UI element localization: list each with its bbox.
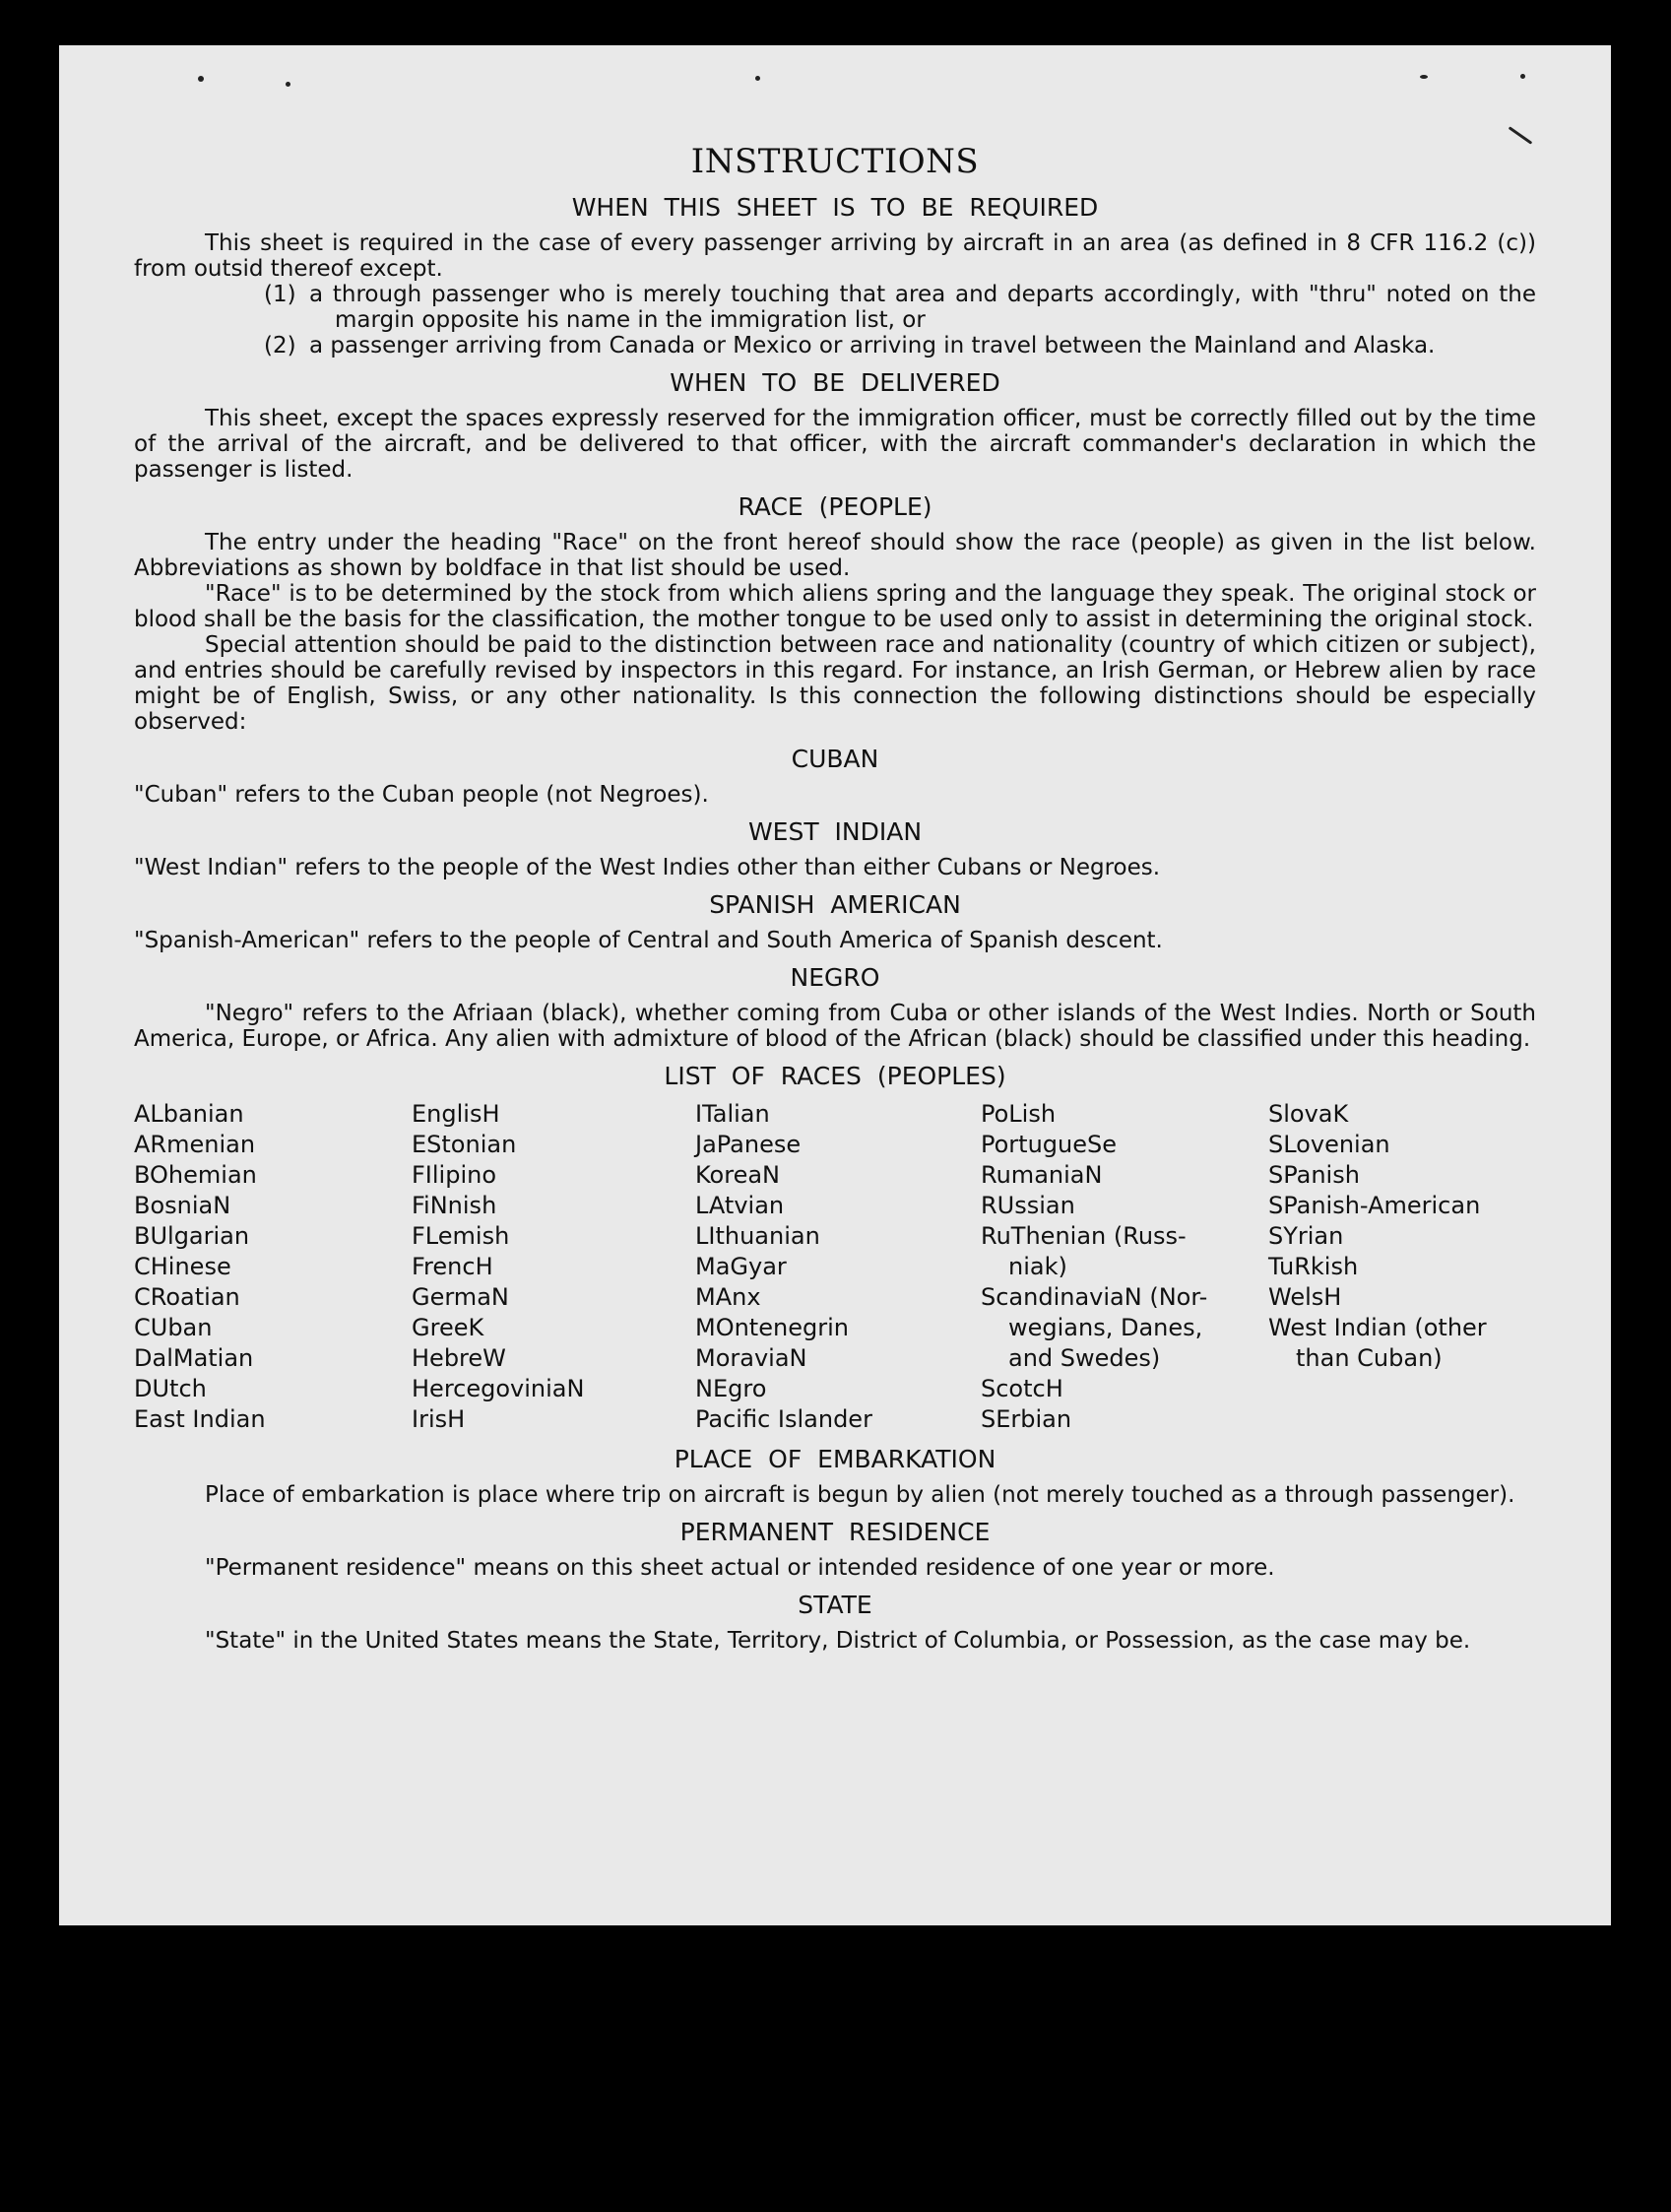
west-indian-text: "West Indian" refers to the people of the West Indies other than either Cubans or Negroes. <box>134 855 1161 880</box>
race-item: MAnx <box>695 1283 761 1311</box>
race-item: NEgro <box>695 1375 767 1402</box>
race-item: SErbian <box>981 1405 1072 1433</box>
heading-when-delivered: WHEN TO BE DELIVERED <box>670 368 1000 397</box>
heading-list-of-races: LIST OF RACES (PEOPLES) <box>664 1062 1006 1090</box>
heading-when-required: WHEN THIS SHEET IS TO BE REQUIRED <box>571 193 1099 222</box>
race-item: BosniaN <box>134 1192 231 1219</box>
race-item: FrencH <box>412 1253 493 1280</box>
race-item: DalMatian <box>134 1344 254 1372</box>
race-item: LAtvian <box>695 1192 785 1219</box>
race-item: GermaN <box>412 1283 509 1311</box>
race-item: SLovenian <box>1268 1131 1390 1158</box>
negro-text: "Negro" refers to the Afriaan (black), whether coming from Cuba or other islands of the West Indies. North or South America, Europe, or Africa. Any alien with admixture of blood of the African (black) should be classified under this heading. <box>134 1001 1536 1052</box>
exception-text: a passenger arriving from Canada or Mexico or arriving in travel between the Mainland and Alaska. <box>309 333 1436 358</box>
place-of-embarkation-text: Place of embarkation is place where trip on aircraft is begun by alien (not merely touched as a through passenger). <box>205 1482 1515 1508</box>
race-item: ARmenian <box>134 1131 256 1158</box>
race-item: ITalian <box>695 1100 770 1128</box>
race-paragraph: The entry under the heading "Race" on the front hereof should show the race (people) as given in the list below. Abbreviations as shown by boldface in that list should be used. <box>134 530 1536 581</box>
race-item: FLemish <box>412 1222 510 1250</box>
race-item: WelsH <box>1268 1283 1342 1311</box>
race-item: RuThenian (Russ- <box>981 1222 1187 1250</box>
race-item: CRoatian <box>134 1283 240 1311</box>
race-item: Pacific Islander <box>695 1405 872 1433</box>
race-item: TuRkish <box>1268 1253 1359 1280</box>
races-column <box>412 1099 695 1435</box>
races-column <box>134 1099 412 1435</box>
race-item: RUssian <box>981 1192 1075 1219</box>
when-delivered-text: This sheet, except the spaces expressly reserved for the immigration officer, must be correctly filled out by the time of the arrival of the aircraft, and be delivered to that officer, with the aircraft commander's declaration in which the passenger is listed. <box>134 406 1536 483</box>
state-text: "State" in the United States means the State, Territory, District of Columbia, or Possession, as the case may be. <box>205 1628 1471 1654</box>
race-item: wegians, Danes, <box>1008 1314 1203 1341</box>
exception-number: (1) <box>264 282 296 307</box>
scan-speck <box>286 82 290 87</box>
race-paragraph: "Race" is to be determined by the stock from which aliens spring and the language they speak. The original stock or blood shall be the basis for the classification, the mother tongue to be used only to assist in determining the original stock. <box>134 581 1536 632</box>
race-item: FIlipino <box>412 1161 497 1189</box>
heading-spanish-american: SPANISH AMERICAN <box>709 890 961 919</box>
race-item: SPanish <box>1268 1161 1360 1189</box>
races-column <box>981 1099 1268 1435</box>
race-item: CHinese <box>134 1253 231 1280</box>
race-item: JaPanese <box>695 1131 802 1158</box>
race-item: PortugueSe <box>981 1131 1117 1158</box>
races-column <box>1268 1099 1536 1435</box>
exception-number: (2) <box>264 333 296 358</box>
race-item: SlovaK <box>1268 1100 1349 1128</box>
race-item: DUtch <box>134 1375 207 1402</box>
scan-speck <box>755 76 760 81</box>
race-item: HercegoviniaN <box>412 1375 585 1402</box>
race-item: ScotcH <box>981 1375 1063 1402</box>
heading-permanent-residence: PERMANENT RESIDENCE <box>679 1518 991 1546</box>
when-required-intro: This sheet is required in the case of every passenger arriving by aircraft in an area (as defined in 8 CFR 116.2 (c)) from outsid thereof except. <box>134 230 1536 282</box>
race-item: and Swedes) <box>1008 1344 1161 1372</box>
races-table <box>134 1099 1536 1435</box>
race-item: MoraviaN <box>695 1344 807 1372</box>
race-item: RumaniaN <box>981 1161 1103 1189</box>
race-item: MOntenegrin <box>695 1314 849 1341</box>
heading-state: STATE <box>798 1591 872 1619</box>
heading-race: RACE (PEOPLE) <box>738 492 932 521</box>
exception-item <box>264 333 1536 358</box>
race-item: EStonian <box>412 1131 517 1158</box>
heading-negro: NEGRO <box>790 963 880 992</box>
scan-speck <box>198 76 204 82</box>
race-item: East Indian <box>134 1405 266 1433</box>
race-item: HebreW <box>412 1344 506 1372</box>
race-item: BOhemian <box>134 1161 257 1189</box>
race-item: ALbanian <box>134 1100 244 1128</box>
document-sheet <box>59 45 1611 1925</box>
race-item: SPanish-American <box>1268 1192 1481 1219</box>
race-item: GreeK <box>412 1314 484 1341</box>
spanish-american-text: "Spanish-American" refers to the people of Central and South America of Spanish descent. <box>134 928 1163 953</box>
race-item: FiNnish <box>412 1192 497 1219</box>
race-item: CUban <box>134 1314 213 1341</box>
race-item: EnglisH <box>412 1100 500 1128</box>
scan-speck <box>1520 74 1525 79</box>
scan-speck <box>1420 75 1428 79</box>
race-item: PoLish <box>981 1100 1057 1128</box>
race-item: West Indian (other <box>1268 1314 1487 1341</box>
page-title: INSTRUCTIONS <box>690 142 980 181</box>
instructions-content <box>134 140 1536 1654</box>
race-item: SYrian <box>1268 1222 1344 1250</box>
exception-item <box>264 282 1536 333</box>
race-item: LIthuanian <box>695 1222 820 1250</box>
race-paragraph: Special attention should be paid to the distinction between race and nationality (country of which citizen or subject), and entries should be carefully revised by inspectors in this regard. For instance, an Irish German, or Hebrew alien by race might be of English, Swiss, or any other nationality. Is this connection the following distinctions should be especially observed: <box>134 632 1536 735</box>
race-item: ScandinaviaN (Nor- <box>981 1283 1208 1311</box>
race-item: KoreaN <box>695 1161 780 1189</box>
race-item: IrisH <box>412 1405 466 1433</box>
exception-text: a through passenger who is merely touching that area and departs accordingly, with "thru" noted on the margin opposite his name in the immigration list, or <box>309 282 1536 333</box>
race-item: BUlgarian <box>134 1222 250 1250</box>
permanent-residence-text: "Permanent residence" means on this sheet actual or intended residence of one year or more. <box>205 1555 1275 1581</box>
cuban-text: "Cuban" refers to the Cuban people (not Negroes). <box>134 782 709 808</box>
race-item: than Cuban) <box>1296 1344 1443 1372</box>
races-column <box>695 1099 981 1435</box>
race-item: niak) <box>1008 1253 1067 1280</box>
heading-place-of-embarkation: PLACE OF EMBARKATION <box>674 1445 996 1473</box>
heading-west-indian: WEST INDIAN <box>747 817 923 846</box>
race-item: MaGyar <box>695 1253 787 1280</box>
heading-cuban: CUBAN <box>791 745 879 773</box>
